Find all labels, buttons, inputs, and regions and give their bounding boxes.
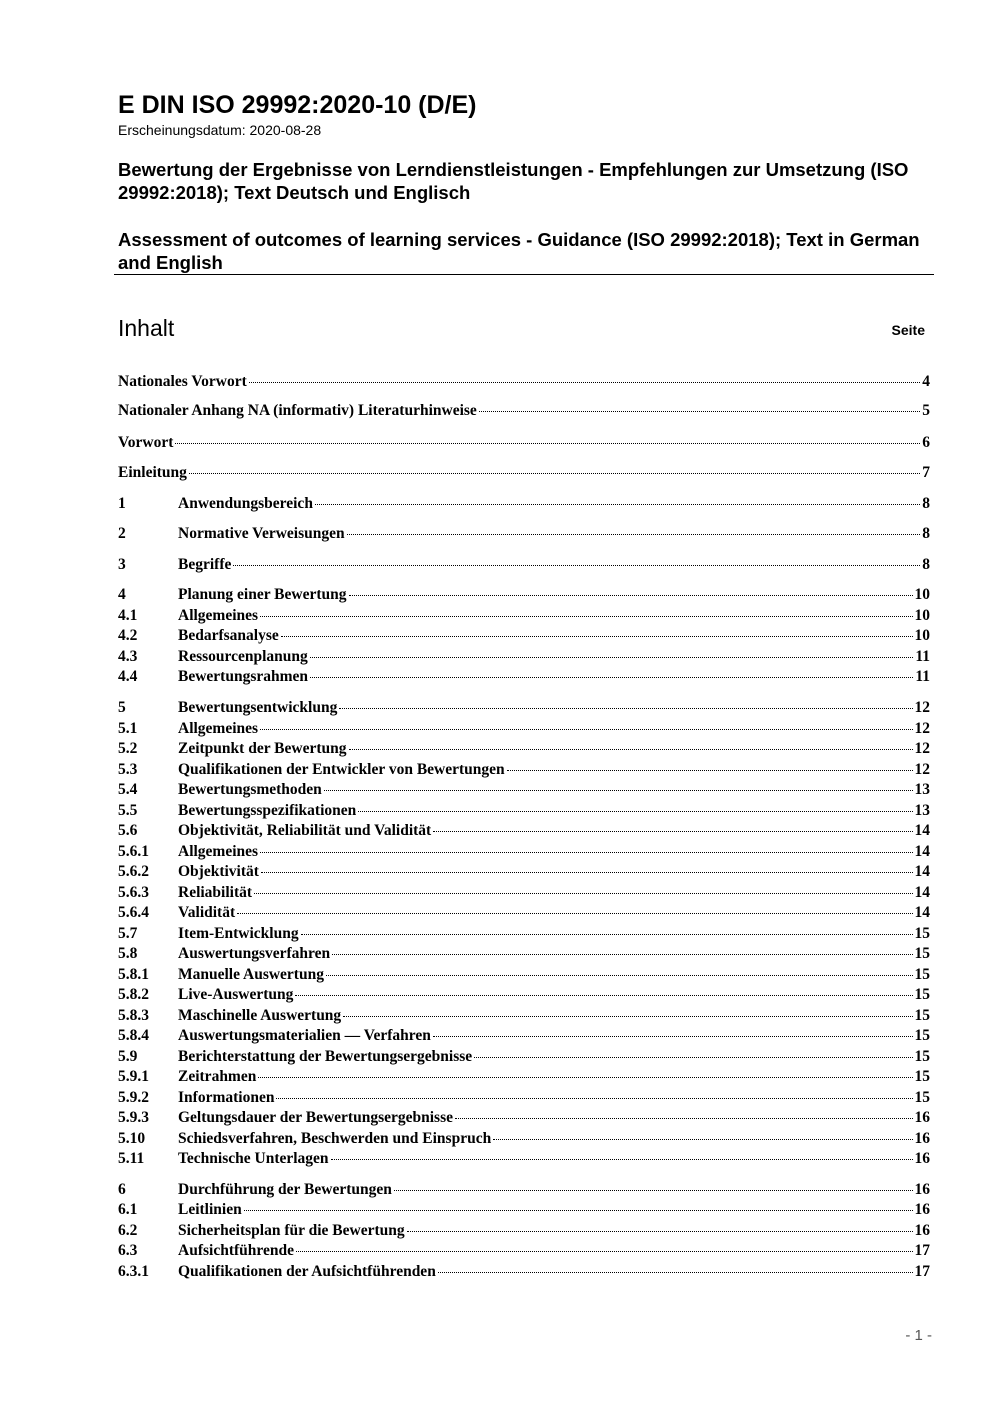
toc-entry-page: 15 — [914, 1048, 930, 1065]
toc-entry-page: 15 — [914, 966, 930, 983]
toc-entry-label: Auswertungsverfahren — [178, 945, 331, 962]
toc-entry-number: 5.8.1 — [118, 966, 149, 983]
toc-entry-page: 16 — [914, 1130, 930, 1147]
toc-entry-label: Qualifikationen der Entwickler von Bewertungen — [178, 761, 505, 778]
toc-entry-number: 5.11 — [118, 1150, 145, 1167]
toc-dot-leader — [189, 473, 920, 474]
toc-entry-label: Begriffe — [178, 556, 232, 573]
toc-entry[interactable] — [118, 1221, 930, 1241]
toc-dot-leader — [175, 443, 920, 444]
toc-entry-label: Item-Entwicklung — [178, 925, 299, 942]
toc-entry-number: 5 — [118, 699, 126, 716]
toc-entry-page: 14 — [914, 904, 930, 921]
toc-entry-number: 4.4 — [118, 668, 138, 685]
toc-entry-label: Manuelle Auswertung — [178, 966, 324, 983]
toc-entry-number: 5.6.1 — [118, 843, 149, 860]
toc-dot-leader — [260, 852, 912, 853]
toc-entry-label: Leitlinien — [178, 1201, 242, 1218]
toc-entry-label: Zeitpunkt der Bewertung — [178, 740, 347, 757]
toc-dot-leader — [296, 1251, 913, 1252]
toc-entry[interactable] — [118, 372, 930, 392]
toc-entry[interactable] — [118, 1241, 930, 1261]
toc-dot-leader — [244, 1210, 913, 1211]
toc-dot-leader — [326, 975, 913, 976]
toc-entry-number: 5.8.2 — [118, 986, 149, 1003]
toc-dot-leader — [407, 1231, 913, 1232]
toc-entry-number: 5.6 — [118, 822, 138, 839]
toc-entry-label: Ressourcenplanung — [178, 648, 308, 665]
toc-entry-number: 4.1 — [118, 607, 138, 624]
toc-dot-leader — [507, 770, 913, 771]
toc-entry[interactable] — [118, 883, 930, 903]
toc-entry-number: 5.10 — [118, 1130, 146, 1147]
toc-entry-label: Vorwort — [118, 434, 174, 451]
toc-entry-page: 12 — [914, 720, 930, 737]
toc-entry[interactable] — [118, 842, 930, 862]
toc-entry-label: Informationen — [178, 1089, 275, 1106]
toc-entry[interactable] — [118, 1129, 930, 1149]
toc-entry-page: 15 — [914, 925, 930, 942]
toc-entry-number: 5.3 — [118, 761, 138, 778]
publication-date: Erscheinungsdatum: 2020-08-28 — [118, 122, 322, 138]
toc-entry[interactable] — [118, 1088, 930, 1108]
toc-dot-leader — [479, 411, 920, 412]
toc-entry-number: 5.6.2 — [118, 863, 149, 880]
toc-entry-label: Normative Verweisungen — [178, 525, 345, 542]
toc-entry-page: 12 — [914, 761, 930, 778]
toc-dot-leader — [260, 616, 912, 617]
toc-entry-label: Nationales Vorwort — [118, 373, 247, 390]
toc-entry-label: Aufsichtführende — [178, 1242, 294, 1259]
toc-entry-number: 5.1 — [118, 720, 138, 737]
toc-entry-page: 12 — [914, 699, 930, 716]
toc-entry-label: Berichterstattung der Bewertungsergebnisse — [178, 1048, 473, 1065]
toc-entry-number: 6.3 — [118, 1242, 138, 1259]
toc-entry-page: 13 — [914, 802, 930, 819]
toc-entry-page: 13 — [914, 781, 930, 798]
toc-entry[interactable] — [118, 862, 930, 882]
toc-entry-page: 5 — [922, 402, 930, 419]
toc-entry-label: Schiedsverfahren, Beschwerden und Einspruch — [178, 1130, 492, 1147]
toc-entry-page: 10 — [914, 627, 930, 644]
toc-entry-page: 11 — [915, 648, 930, 665]
toc-entry[interactable] — [118, 606, 930, 626]
toc-entry-number: 5.9.3 — [118, 1109, 149, 1126]
toc-heading: Inhalt — [118, 315, 175, 341]
toc-entry-label: Reliabilität — [178, 884, 253, 901]
toc-entry-page: 17 — [914, 1242, 930, 1259]
toc-entry[interactable] — [118, 524, 930, 544]
toc-dot-leader — [315, 504, 920, 505]
toc-entry[interactable] — [118, 924, 930, 944]
toc-entry-page: 8 — [922, 525, 930, 542]
toc-entry-label: Objektivität, Reliabilität und Validität — [178, 822, 432, 839]
toc-entry[interactable] — [118, 801, 930, 821]
toc-dot-leader — [343, 1016, 912, 1017]
toc-entry[interactable] — [118, 821, 930, 841]
toc-entry[interactable] — [118, 944, 930, 964]
toc-entry-number: 1 — [118, 495, 126, 512]
toc-entry[interactable] — [118, 1108, 930, 1128]
toc-dot-leader — [310, 657, 914, 658]
toc-dot-leader — [331, 1159, 913, 1160]
toc-entry-page: 16 — [914, 1109, 930, 1126]
document-id: E DIN ISO 29992:2020-10 (D/E) — [118, 91, 477, 119]
toc-entry-label: Bewertungsmethoden — [178, 781, 322, 798]
toc-dot-leader — [455, 1118, 913, 1119]
toc-dot-leader — [339, 708, 912, 709]
toc-dot-leader — [349, 749, 913, 750]
toc-entry-label: Bewertungsrahmen — [178, 668, 309, 685]
toc-entry[interactable] — [118, 760, 930, 780]
toc-entry-page: 12 — [914, 740, 930, 757]
toc-entry-number: 5.6.4 — [118, 904, 149, 921]
toc-dot-leader — [324, 790, 913, 791]
toc-entry-number: 5.8.3 — [118, 1007, 149, 1024]
toc-entry-page: 4 — [922, 373, 930, 390]
toc-entry[interactable] — [118, 1180, 930, 1200]
toc-entry-label: Bewertungsspezifikationen — [178, 802, 357, 819]
toc-entry-label: Validität — [178, 904, 236, 921]
toc-entry-label: Auswertungsmaterialien — Verfahren — [178, 1027, 431, 1044]
toc-entry[interactable] — [118, 1262, 930, 1282]
toc-dot-leader — [433, 1036, 913, 1037]
toc-entry-page: 17 — [914, 1263, 930, 1280]
toc-dot-leader — [358, 811, 912, 812]
toc-entry-page: 15 — [914, 945, 930, 962]
toc-entry-label: Technische Unterlagen — [178, 1150, 329, 1167]
toc-dot-leader — [433, 831, 912, 832]
toc-page-column-label: Seite — [891, 322, 925, 338]
toc-entry-label: Sicherheitsplan für die Bewertung — [178, 1222, 405, 1239]
toc-entry-label: Anwendungsbereich — [178, 495, 313, 512]
toc-entry-page: 14 — [914, 822, 930, 839]
toc-entry-page: 7 — [922, 464, 930, 481]
toc-dot-leader — [261, 872, 913, 873]
toc-entry-page: 15 — [914, 1007, 930, 1024]
toc-dot-leader — [301, 934, 913, 935]
toc-entry-number: 6.2 — [118, 1222, 138, 1239]
toc-entry[interactable] — [118, 433, 930, 453]
toc-entry-number: 6.1 — [118, 1201, 138, 1218]
toc-entry[interactable] — [118, 647, 930, 667]
toc-entry-label: Allgemeines — [178, 843, 259, 860]
toc-entry-page: 15 — [914, 1089, 930, 1106]
toc-entry-number: 5.9.2 — [118, 1089, 149, 1106]
toc-entry[interactable] — [118, 1149, 930, 1169]
toc-entry-page: 8 — [922, 556, 930, 573]
toc-entry-page: 14 — [914, 863, 930, 880]
toc-entry-page: 16 — [914, 1150, 930, 1167]
table-of-contents — [118, 0, 930, 1403]
toc-entry-number: 4.3 — [118, 648, 138, 665]
toc-dot-leader — [276, 1098, 912, 1099]
toc-entry-label: Allgemeines — [178, 607, 259, 624]
toc-entry[interactable] — [118, 719, 930, 739]
toc-entry-page: 14 — [914, 884, 930, 901]
toc-entry-label: Bewertungsentwicklung — [178, 699, 338, 716]
toc-entry-number: 3 — [118, 556, 126, 573]
toc-entry[interactable] — [118, 739, 930, 759]
toc-entry[interactable] — [118, 903, 930, 923]
toc-entry[interactable] — [118, 555, 930, 575]
toc-entry-number: 5.9.1 — [118, 1068, 149, 1085]
toc-entry[interactable] — [118, 494, 930, 514]
toc-dot-leader — [254, 893, 912, 894]
toc-entry-number: 5.9 — [118, 1048, 138, 1065]
toc-dot-leader — [438, 1272, 913, 1273]
toc-entry-number: 2 — [118, 525, 126, 542]
toc-dot-leader — [237, 913, 912, 914]
toc-entry-number: 6 — [118, 1181, 126, 1198]
title-german: Bewertung der Ergebnisse von Lerndienstleistungen - Empfehlungen zur Umsetzung (ISO 29992:2018); Text Deutsch und Englisch — [118, 159, 909, 203]
toc-entry-number: 6.3.1 — [118, 1263, 149, 1280]
toc-entry[interactable] — [118, 985, 930, 1005]
toc-entry[interactable] — [118, 1026, 930, 1046]
toc-dot-leader — [310, 677, 913, 678]
toc-entry-page: 15 — [914, 1027, 930, 1044]
toc-dot-leader — [260, 729, 912, 730]
toc-dot-leader — [249, 382, 921, 383]
toc-entry-page: 6 — [922, 434, 930, 451]
toc-entry[interactable] — [118, 626, 930, 646]
toc-dot-leader — [493, 1139, 912, 1140]
toc-entry-page: 16 — [914, 1222, 930, 1239]
toc-dot-leader — [347, 534, 921, 535]
toc-entry-number: 4 — [118, 586, 126, 603]
toc-entry[interactable] — [118, 965, 930, 985]
toc-entry-page: 15 — [914, 1068, 930, 1085]
toc-entry-page: 16 — [914, 1181, 930, 1198]
toc-entry-label: Qualifikationen der Aufsichtführenden — [178, 1263, 436, 1280]
toc-entry-number: 5.5 — [118, 802, 138, 819]
toc-entry-label: Allgemeines — [178, 720, 259, 737]
toc-entry-number: 4.2 — [118, 627, 138, 644]
toc-entry-label: Planung einer Bewertung — [178, 586, 347, 603]
toc-entry[interactable] — [118, 1047, 930, 1067]
toc-entry-number: 5.2 — [118, 740, 138, 757]
toc-entry-page: 14 — [914, 843, 930, 860]
toc-entry[interactable] — [118, 698, 930, 718]
toc-entry-page: 16 — [914, 1201, 930, 1218]
toc-entry-page: 11 — [915, 668, 930, 685]
toc-entry-label: Nationaler Anhang NA (informativ) Literaturhinweise — [118, 402, 477, 419]
toc-entry-page: 15 — [914, 986, 930, 1003]
title-english: Assessment of outcomes of learning services - Guidance (ISO 29992:2018); Text in German and English — [118, 229, 920, 273]
toc-dot-leader — [258, 1077, 912, 1078]
toc-entry-label: Maschinelle Auswertung — [178, 1007, 342, 1024]
toc-dot-leader — [281, 636, 913, 637]
toc-dot-leader — [474, 1057, 912, 1058]
toc-entry[interactable] — [118, 463, 930, 483]
toc-dot-leader — [394, 1190, 913, 1191]
toc-entry-label: Geltungsdauer der Bewertungsergebnisse — [178, 1109, 453, 1126]
toc-entry[interactable] — [118, 780, 930, 800]
toc-dot-leader — [295, 995, 912, 996]
toc-entry-page: 10 — [914, 586, 930, 603]
toc-entry-label: Bedarfsanalyse — [178, 627, 279, 644]
toc-entry-number: 5.8.4 — [118, 1027, 149, 1044]
toc-entry-number: 5.7 — [118, 925, 138, 942]
toc-entry-label: Durchführung der Bewertungen — [178, 1181, 392, 1198]
toc-entry[interactable] — [118, 585, 930, 605]
toc-entry-page: 8 — [922, 495, 930, 512]
toc-entry-number: 5.6.3 — [118, 884, 149, 901]
toc-entry-label: Zeitrahmen — [178, 1068, 257, 1085]
toc-entry[interactable] — [118, 1006, 930, 1026]
toc-entry[interactable] — [118, 667, 930, 687]
toc-entry-label: Objektivität — [178, 863, 259, 880]
toc-entry-label: Live-Auswertung — [178, 986, 294, 1003]
toc-dot-leader — [233, 565, 920, 566]
toc-entry-label: Einleitung — [118, 464, 187, 481]
toc-entry-number: 5.8 — [118, 945, 138, 962]
toc-entry-number: 5.4 — [118, 781, 138, 798]
toc-entry[interactable] — [118, 1067, 930, 1087]
toc-dot-leader — [332, 954, 912, 955]
toc-dot-leader — [349, 595, 913, 596]
toc-entry-page: 10 — [914, 607, 930, 624]
toc-entry[interactable] — [118, 401, 930, 421]
toc-entry[interactable] — [118, 1200, 930, 1220]
page-number: - 1 - — [905, 1327, 932, 1344]
